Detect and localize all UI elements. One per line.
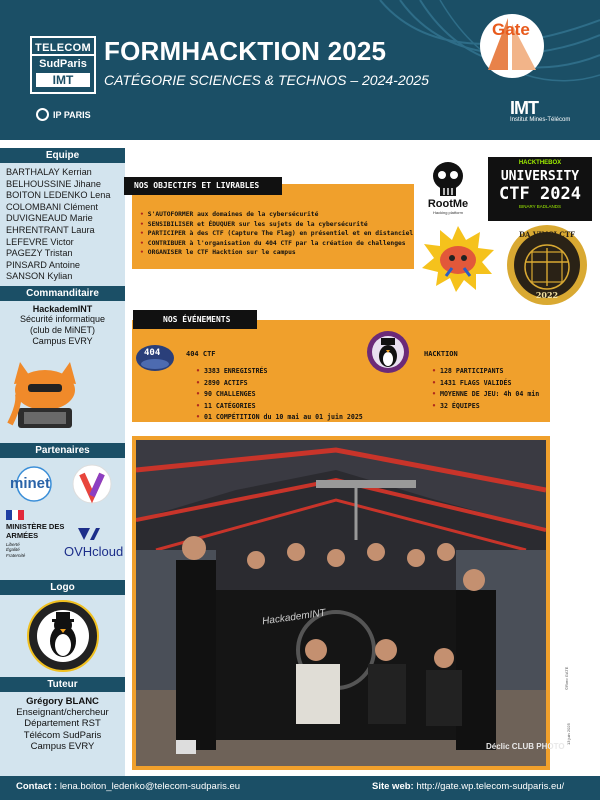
- htb-brand: HACKTHEBOX: [518, 160, 562, 166]
- ctf404-stat: • 3383 ENREGISTRÉS: [196, 366, 363, 378]
- ip-paris-icon: [36, 108, 49, 121]
- team-member: COLOMBANI Clément: [6, 201, 98, 212]
- ministry-motto: Liberté Égalité Fraternité: [6, 541, 26, 558]
- imt-logo-caption: Institut Mines-Télécom: [510, 117, 571, 123]
- penguin-team-logo-icon: [26, 599, 100, 673]
- team-heading: Equipe: [0, 148, 125, 163]
- team-member: PAGEZY Tristan: [6, 248, 73, 259]
- team-member: PINSARD Antoine: [6, 259, 81, 270]
- contact-label: Contact :: [16, 781, 58, 792]
- telecom-sudparis-logo: [30, 36, 96, 94]
- partners-heading: Partenaires: [0, 443, 125, 458]
- sponsor-line: Campus EVRY: [32, 335, 93, 346]
- sponsor-block: [0, 301, 125, 350]
- tutor-block: [0, 692, 125, 757]
- tutor-line: Enseignant/chercheur: [16, 706, 109, 718]
- photo-banner-text: HackademINT: [261, 607, 327, 628]
- contact-email-link[interactable]: lena.boiton_ledenko@telecom-sudparis.eu: [59, 781, 241, 792]
- da-vinci-year: 2022: [535, 290, 559, 300]
- sponsor-line: (club de MiNET): [29, 324, 95, 335]
- objective-item: • ORGANISER le CTF Hacktion sur le campus: [140, 248, 412, 258]
- htb-line-3: BINARY BADLANDS: [518, 204, 562, 209]
- objective-item: • PARTICIPER à des CTF (Capture The Flag) en présentiel et en distanciel: [140, 229, 412, 239]
- logo-line-2: SudParis: [32, 54, 94, 70]
- hacktion-stat: • 1431 FLAGS VALIDÉS: [432, 378, 539, 390]
- photo-club-credit: Déclic CLUB PHOTO: [486, 742, 565, 751]
- objective-item: • S'AUTOFORMER aux domaines de la cybersécurité: [140, 210, 412, 220]
- logo-heading: Logo: [0, 580, 125, 595]
- objectives-list: [140, 210, 412, 258]
- imt-logo: [510, 98, 570, 123]
- logo-line-1: TELECOM: [35, 42, 91, 54]
- ctf404-stat: • 11 CATÉGORIES: [196, 401, 363, 413]
- sponsor-heading: Commanditaire: [0, 286, 125, 301]
- hacktion-column: [424, 350, 539, 412]
- team-group-photo: [136, 440, 546, 766]
- ctf404-stats: [196, 366, 363, 424]
- footer: [0, 776, 600, 800]
- minet-logo-text: minet: [10, 474, 51, 492]
- 404-ctf-logo-text: 404: [144, 348, 161, 358]
- tutor-heading: Tuteur: [0, 677, 125, 692]
- sponsor-line: Sécurité informatique: [19, 313, 106, 324]
- ctf404-stat: • 2890 ACTIFS: [196, 378, 363, 390]
- team-member: DUVIGNEAUD Marie: [6, 213, 93, 224]
- site-url-link[interactable]: http://gate.wp.telecom-sudparis.eu/: [416, 781, 565, 792]
- photo-side-credit: ©Roro GATE: [564, 666, 569, 690]
- tutor-name: Grégory BLANC: [26, 695, 99, 707]
- site-label: Site web:: [372, 781, 414, 792]
- ministry-logo-text: MINISTÈRE DES ARMÉES: [6, 521, 65, 540]
- da-vinci-title: DA VINCI CTF: [518, 230, 576, 239]
- team-member: BOITON LEDENKO Lena: [6, 190, 111, 201]
- ovh-mark-icon: [76, 526, 102, 542]
- team-member: BELHOUSSINE Jihane: [6, 178, 101, 189]
- hacktion-title: HACKTION: [424, 350, 458, 358]
- page-title: FORMHACKTION 2025: [104, 36, 387, 66]
- logo-line-3: IMT: [36, 73, 90, 87]
- ovhcloud-logo-text: OVHcloud: [64, 543, 124, 559]
- burning-brain-mascot-icon: [420, 224, 496, 292]
- ctf404-title: 404 CTF: [186, 350, 216, 358]
- tutor-line: Département RST: [24, 718, 101, 730]
- team-list: [0, 163, 125, 286]
- french-flag-icon: [6, 510, 24, 520]
- hacktion-penguin-logo-icon: [366, 330, 410, 374]
- objective-item: • CONTRIBUER à l'organisation du 404 CTF par la création de challenges: [140, 239, 412, 249]
- htb-university-ctf-badge: [488, 157, 592, 221]
- skull-icon: [428, 160, 468, 198]
- objective-item: • SENSIBILISER et ÉDUQUER sur les sujets de la cybersécurité: [140, 220, 412, 230]
- team-member: SANSON Kylian: [6, 271, 73, 282]
- hacktion-stat: • 32 ÉQUIPES: [432, 401, 539, 413]
- team-member: EHRENTRANT Laura: [6, 224, 95, 235]
- hacktion-stat: • 128 PARTICIPANTS: [432, 366, 539, 378]
- v-partner-logo-icon: [72, 464, 112, 504]
- ip-paris-logo: [36, 108, 91, 121]
- hacktion-stat: • MOYENNE DE JEU: 4h 04 min: [432, 389, 539, 401]
- events-heading: NOS ÉVÉNEMENTS: [133, 310, 257, 329]
- ctf404-stat: • 01 COMPÉTITION du 10 mai au 01 juin 2025: [196, 412, 363, 424]
- photo-side-date: 13 juin 2025: [566, 723, 571, 745]
- rootme-caption: Hacking platform: [432, 210, 463, 215]
- team-member: BARTHALAY Kerrian: [6, 167, 92, 177]
- footer-contact: [16, 776, 240, 798]
- ctf404-column: [186, 350, 363, 424]
- hackademint-fox-mascot-icon: [0, 354, 90, 434]
- htb-line-1: UNIVERSITY: [500, 169, 580, 184]
- imt-logo-mark: IMT: [510, 98, 538, 118]
- team-member: LEFEVRE Victor: [6, 236, 74, 247]
- partners-block: [0, 458, 125, 580]
- sponsor-name: HackademINT: [32, 303, 93, 314]
- ip-paris-label: IP PARIS: [53, 109, 91, 120]
- tutor-line: Télécom SudParis: [23, 729, 102, 741]
- rootme-name: RootMe: [427, 198, 469, 210]
- page-subtitle: CATÉGORIE SCIENCES & TECHNOS – 2024-2025: [104, 72, 429, 88]
- hacktion-stats: [432, 366, 539, 412]
- rootme-logo: [418, 160, 478, 222]
- footer-website: [372, 776, 564, 798]
- header-banner: [0, 0, 600, 140]
- sidebar: [0, 148, 125, 776]
- htb-line-2: CTF 2024: [499, 184, 581, 204]
- tutor-line: Campus EVRY: [30, 741, 95, 753]
- ctf404-stat: • 90 CHALLENGES: [196, 389, 363, 401]
- objectives-heading: NOS OBJECTIFS ET LIVRABLES: [124, 177, 282, 195]
- gate-logo-text: Gate: [492, 20, 530, 39]
